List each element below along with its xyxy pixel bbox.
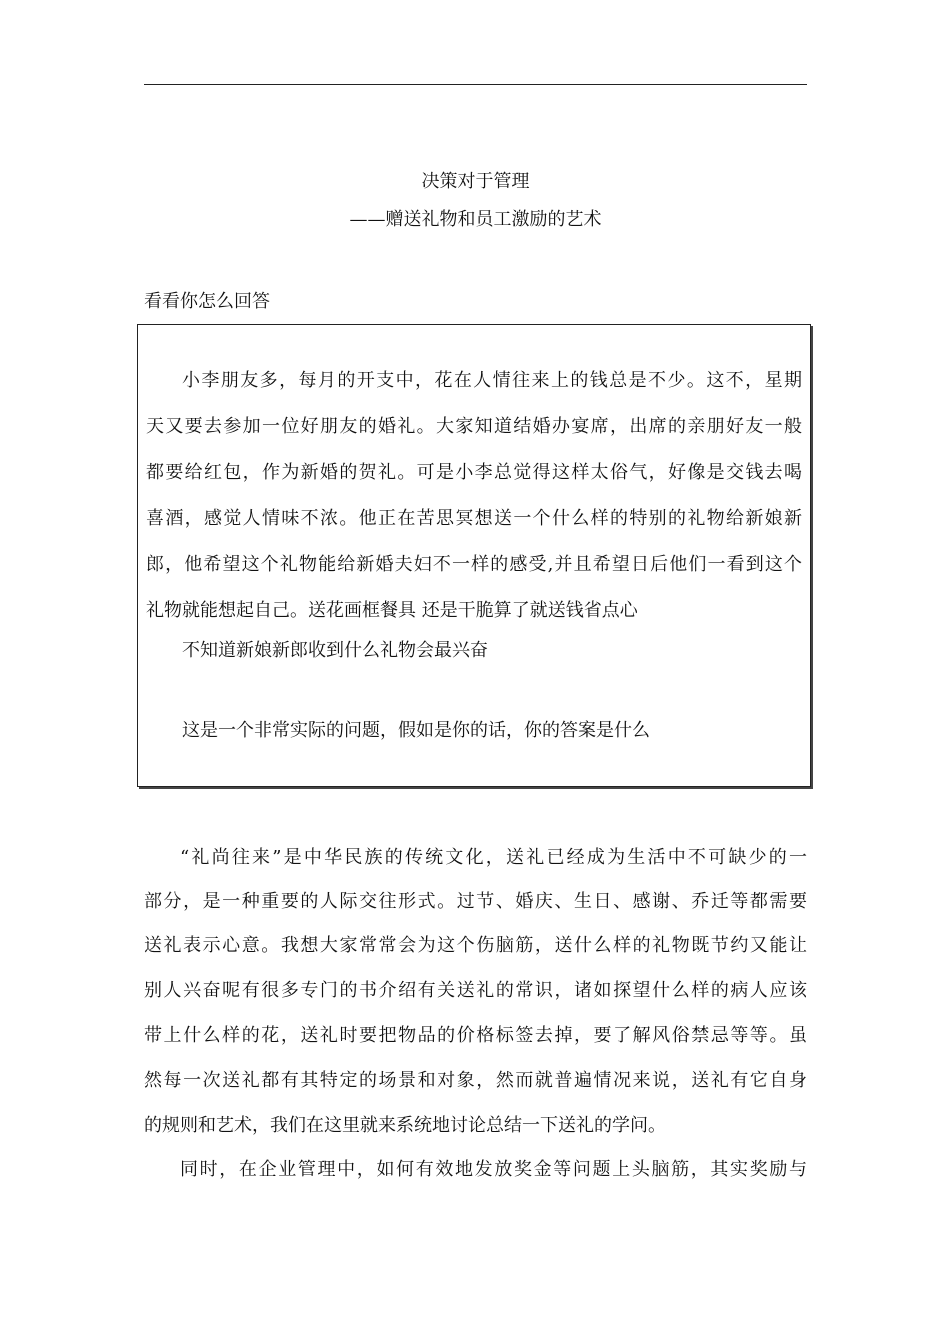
header-rule: [144, 84, 807, 85]
case-line: 小李朋友多，每月的开支中，花在人情往来上的钱总是不少。这不，星期: [182, 370, 802, 391]
body-line: 部分，是一种重要的人际交往形式。过节、婚庆、生日、感谢、乔迁等都需要: [144, 891, 807, 912]
body-line: 然每一次送礼都有其特定的场景和对象，然而就普遍情况来说，送礼有它自身: [144, 1070, 807, 1091]
case-line: 天又要去参加一位好朋友的婚礼。大家知道结婚办宴席，出席的亲朋好友一般: [146, 416, 802, 437]
section-label: 看看你怎么回答: [144, 291, 270, 312]
body-line: 送礼表示心意。我想大家常常会为这个伤脑筋，送什么样的礼物既节约又能让: [144, 935, 807, 956]
case-line: 都要给红包，作为新婚的贺礼。可是小李总觉得这样太俗气，好像是交钱去喝: [146, 462, 802, 483]
case-question: 这是一个非常实际的问题，假如是你的话，你的答案是什么: [182, 720, 650, 741]
body-line: 的规则和艺术，我们在这里就来系统地讨论总结一下送礼的学问。: [144, 1115, 666, 1136]
body-line: 带上什么样的花，送礼时要把物品的价格标签去掉，要了解风俗禁忌等等。虽: [144, 1025, 807, 1046]
case-line: 郎，他希望这个礼物能给新婚夫妇不一样的感受,并且希望日后他们一看到这个: [146, 554, 802, 575]
case-line: 喜酒，感觉人情味不浓。他正在苦思冥想送一个什么样的特别的礼物给新娘新: [146, 508, 802, 529]
document-title: 决策对于管理: [421, 171, 530, 192]
body-line: 同时，在企业管理中，如何有效地发放奖金等问题上头脑筋，其实奖励与: [180, 1159, 807, 1180]
case-line: 不知道新娘新郎收到什么礼物会最兴奋: [182, 640, 488, 661]
case-line: 礼物就能想起自己。送花画框餐具 还是干脆算了就送钱省点心: [146, 600, 638, 621]
body-line: 别人兴奋呢有很多专门的书介绍有关送礼的常识，诸如探望什么样的病人应该: [144, 980, 807, 1001]
document-subtitle: ——赠送礼物和员工激励的艺术: [349, 209, 602, 230]
body-line: “礼尚往来”是中华民族的传统文化，送礼已经成为生活中不可缺少的一: [180, 847, 807, 868]
case-box: [137, 324, 811, 787]
